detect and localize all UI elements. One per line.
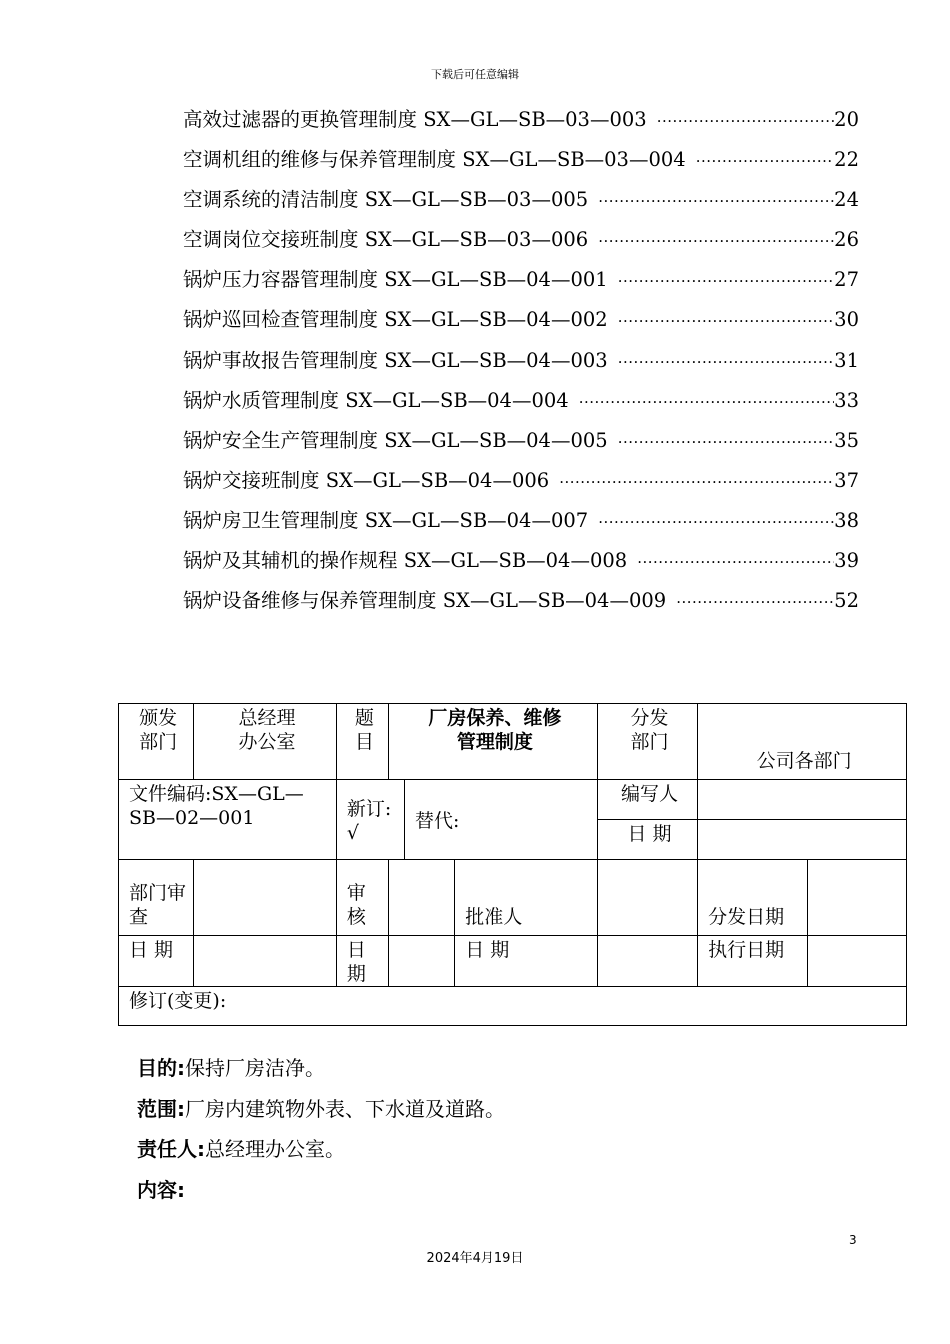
date-value-c	[389, 936, 455, 987]
toc-entry-page: 37	[834, 468, 859, 492]
exec-date-value	[807, 936, 906, 987]
toc-leader-dots	[579, 393, 834, 411]
toc-entry-title: 空调系统的清洁制度 SX—GL—SB—03—005	[183, 188, 589, 212]
owner-text: 总经理办公室。	[205, 1137, 345, 1161]
dist-dept-value: 公司各部门	[698, 704, 907, 780]
content-label: 内容:	[137, 1178, 185, 1202]
toc-entry-page: 20	[834, 108, 859, 131]
issue-dept-value: 总经理 办公室	[194, 704, 337, 780]
purpose-label: 目的:	[137, 1056, 185, 1080]
page-number: 3	[849, 1233, 857, 1247]
toc-entry[interactable]	[183, 425, 859, 465]
toc-leader-dots	[598, 232, 834, 250]
toc-entry-title: 锅炉房卫生管理制度 SX—GL—SB—04—007	[183, 508, 589, 532]
writer-label: 编写人	[597, 780, 697, 820]
date-value-d	[597, 936, 697, 987]
toc-entry-page: 39	[834, 549, 859, 573]
toc-entry-page: 30	[834, 308, 859, 332]
document-control-form	[118, 703, 907, 1026]
toc-entry-page: 31	[834, 348, 859, 372]
owner-label: 责任人:	[137, 1137, 205, 1161]
toc-entry[interactable]	[183, 304, 859, 344]
dist-date-label: 分发日期	[698, 860, 807, 936]
dist-date-value	[807, 860, 906, 936]
date-label-a: 日 期	[597, 820, 697, 860]
toc-entry-page: 38	[834, 508, 859, 532]
toc-entry-title: 锅炉及其辅机的操作规程 SX—GL—SB—04—008	[183, 549, 628, 573]
toc-leader-dots	[559, 473, 834, 491]
new-label-cell: 新订: √	[336, 780, 404, 860]
dist-dept-label: 分发 部门	[597, 704, 697, 780]
toc-entry-page: 52	[834, 589, 859, 613]
issue-dept-label: 颁发 部门	[119, 704, 194, 780]
table-of-contents	[183, 104, 859, 625]
toc-entry[interactable]	[183, 104, 859, 144]
toc-leader-dots	[618, 353, 834, 371]
toc-entry-title: 锅炉交接班制度 SX—GL—SB—04—006	[183, 468, 550, 492]
toc-entry[interactable]	[183, 585, 859, 625]
toc-entry-title: 高效过滤器的更换管理制度 SX—GL—SB—03—003	[183, 108, 647, 131]
date-value-b	[194, 936, 337, 987]
toc-entry-title: 锅炉安全生产管理制度 SX—GL—SB—04—005	[183, 428, 608, 452]
toc-entry-page: 35	[834, 428, 859, 452]
owner-line	[137, 1133, 837, 1162]
toc-leader-dots	[598, 192, 834, 210]
content-line	[137, 1174, 837, 1203]
date-label-b: 日 期	[119, 936, 194, 987]
toc-entry-title: 锅炉水质管理制度 SX—GL—SB—04—004	[183, 388, 569, 412]
toc-leader-dots	[618, 272, 834, 290]
toc-leader-dots	[598, 513, 834, 531]
revision-cell: 修订(变更):	[119, 987, 907, 1026]
toc-entry[interactable]	[183, 224, 859, 264]
header-note: 下载后可任意编辑	[431, 68, 519, 81]
subject-label: 题 目	[336, 704, 388, 780]
purpose-line	[137, 1052, 837, 1081]
toc-entry-page: 22	[834, 148, 859, 172]
toc-entry-title: 锅炉事故报告管理制度 SX—GL—SB—04—003	[183, 348, 608, 372]
toc-entry-title: 锅炉压力容器管理制度 SX—GL—SB—04—001	[183, 268, 608, 292]
toc-leader-dots	[637, 553, 834, 571]
approver-value	[597, 860, 697, 936]
subject-value: 厂房保养、维修 管理制度	[389, 704, 598, 780]
scope-text: 厂房内建筑物外表、下水道及道路。	[185, 1097, 505, 1121]
date-value-a	[698, 820, 907, 860]
toc-entry-page: 27	[834, 268, 859, 292]
toc-leader-dots	[618, 312, 834, 330]
review-label: 审核	[336, 860, 388, 936]
footer-date: 2024年4月19日	[426, 1251, 524, 1266]
toc-entry-title: 锅炉巡回检查管理制度 SX—GL—SB—04—002	[183, 308, 608, 332]
replace-label-cell: 替代:	[405, 780, 598, 860]
toc-entry[interactable]	[183, 184, 859, 224]
dept-review-value	[194, 860, 337, 936]
date-label-c: 日期	[336, 936, 388, 987]
file-code-cell: 文件编码:SX—GL— SB—02—001	[119, 780, 337, 860]
toc-entry-title: 空调岗位交接班制度 SX—GL—SB—03—006	[183, 228, 589, 252]
scope-label: 范围:	[137, 1097, 185, 1121]
toc-entry[interactable]	[183, 545, 859, 585]
toc-entry-page: 33	[834, 388, 859, 412]
writer-value	[698, 780, 907, 820]
toc-leader-dots	[657, 112, 834, 130]
purpose-text: 保持厂房洁净。	[185, 1056, 325, 1080]
toc-leader-dots	[676, 593, 834, 611]
toc-entry[interactable]	[183, 465, 859, 505]
dept-review-label: 部门审查	[119, 860, 194, 936]
toc-entry-page: 24	[834, 188, 859, 212]
toc-leader-dots	[618, 433, 834, 451]
exec-date-label: 执行日期	[698, 936, 807, 987]
date-label-d: 日 期	[455, 936, 598, 987]
toc-entry[interactable]	[183, 345, 859, 385]
toc-entry-page: 26	[834, 228, 859, 252]
toc-entry[interactable]	[183, 385, 859, 425]
toc-entry-title: 锅炉设备维修与保养管理制度 SX—GL—SB—04—009	[183, 589, 667, 613]
toc-entry-title: 空调机组的维修与保养管理制度 SX—GL—SB—03—004	[183, 148, 686, 172]
toc-entry[interactable]	[183, 144, 859, 184]
scope-line	[137, 1093, 837, 1122]
toc-leader-dots	[696, 152, 834, 170]
toc-entry[interactable]	[183, 505, 859, 545]
approver-label: 批准人	[455, 860, 598, 936]
toc-entry[interactable]	[183, 264, 859, 304]
review-value	[389, 860, 455, 936]
